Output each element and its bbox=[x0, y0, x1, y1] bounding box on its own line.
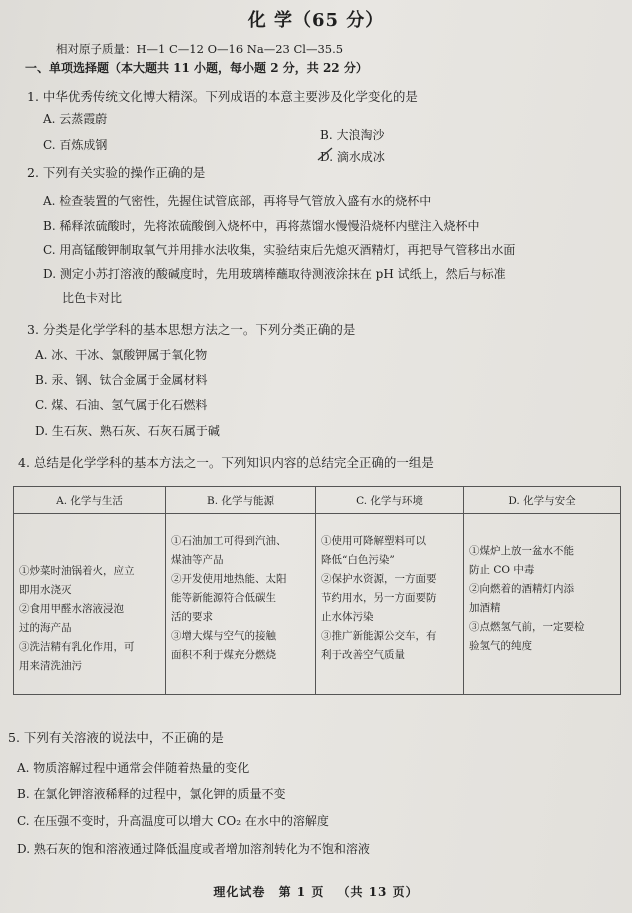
cell-b-line: 煤油等产品 bbox=[171, 554, 224, 566]
cell-a-line: ②食用甲醛水溶液浸泡 bbox=[19, 603, 124, 615]
table-cell-c bbox=[316, 514, 464, 695]
question-3-option-a: A. 冰、干冰、氯酸钾属于氧化物 bbox=[35, 348, 208, 362]
cell-c-line: ③推广新能源公交车，有 bbox=[321, 630, 437, 642]
table-header-a: A. 化学与生活 bbox=[14, 487, 166, 514]
question-1-option-b: B. 大浪淘沙 bbox=[320, 128, 385, 142]
footer-total-pages: （共 13 页） bbox=[337, 885, 419, 899]
table-body-row bbox=[14, 514, 621, 695]
question-3-option-d: D. 生石灰、熟石灰、石灰石属于碱 bbox=[35, 424, 220, 438]
cell-a-line: 用来清洗油污 bbox=[19, 660, 82, 672]
cell-c-line: 止水体污染 bbox=[321, 611, 374, 623]
question-2-option-d: D. 测定小苏打溶液的酸碱度时，先用玻璃棒蘸取待测液涂抹在 pH 试纸上，然后与标准 bbox=[43, 267, 506, 281]
handwritten-strike-mark bbox=[316, 147, 334, 161]
table-header-d: D. 化学与安全 bbox=[464, 487, 621, 514]
question-3-option-b: B. 汞、钢、钛合金属于金属材料 bbox=[35, 373, 208, 387]
table-cell-a bbox=[14, 514, 166, 695]
table-header-b: B. 化学与能源 bbox=[166, 487, 316, 514]
cell-d-line: 防止 CO 中毒 bbox=[469, 564, 535, 576]
cell-b-line: ①石油加工可得到汽油、 bbox=[171, 535, 287, 547]
question-2-option-c: C. 用高锰酸钾制取氧气并用排水法收集，实验结束后先熄灭酒精灯，再把导气管移出水面 bbox=[43, 243, 516, 257]
question-3-option-c: C. 煤、石油、氢气属于化石燃料 bbox=[35, 398, 208, 412]
footer-page-number: 第 1 页 bbox=[278, 885, 325, 899]
cell-a-line: ①炒菜时油锅着火，应立 bbox=[19, 565, 135, 577]
cell-d-line: 加酒精 bbox=[469, 602, 501, 614]
cell-b-line: 能等新能源符合低碳生 bbox=[171, 592, 276, 604]
table-header-c: C. 化学与环境 bbox=[316, 487, 464, 514]
cell-d-line: 验氢气的纯度 bbox=[469, 640, 532, 652]
cell-c-line: ①使用可降解塑料可以 bbox=[321, 535, 426, 547]
question-5-option-a: A. 物质溶解过程中通常会伴随着热量的变化 bbox=[17, 761, 250, 775]
table-cell-b bbox=[166, 514, 316, 695]
cell-a-line: 即用水浇灭 bbox=[19, 584, 72, 596]
cell-d-line: ③点燃氢气前，一定要检 bbox=[469, 621, 585, 633]
page-footer bbox=[0, 883, 632, 900]
question-1-option-d: D. 滴水成冰 bbox=[320, 150, 385, 164]
cell-b-line: 活的要求 bbox=[171, 611, 213, 623]
table-header-row bbox=[14, 487, 621, 514]
question-3-stem: 3. 分类是化学学科的基本思想方法之一。下列分类正确的是 bbox=[27, 322, 356, 337]
question-5-stem: 5. 下列有关溶液的说法中，不正确的是 bbox=[8, 730, 224, 745]
cell-b-line: ②开发使用地热能、太阳 bbox=[171, 573, 287, 585]
cell-d-line: ①煤炉上放一盆水不能 bbox=[469, 545, 574, 557]
question-1-option-a: A. 云蒸霞蔚 bbox=[43, 112, 108, 126]
footer-subject: 理化试卷 bbox=[213, 885, 266, 899]
question-2-option-a: A. 检查装置的气密性，先握住试管底部，再将导气管放入盛有水的烧杯中 bbox=[43, 194, 432, 208]
question-2-option-b: B. 稀释浓硫酸时，先将浓硫酸倒入烧杯中，再将蒸馏水慢慢沿烧杯内壁注入烧杯中 bbox=[43, 219, 480, 233]
cell-b-line: 面积不利于煤充分燃烧 bbox=[171, 649, 276, 661]
section-heading: 一、单项选择题（本大题共 11 小题，每小题 2 分，共 22 分） bbox=[25, 61, 368, 75]
question-2-option-d-continued: 比色卡对比 bbox=[62, 291, 123, 305]
question-1-option-c: C. 百炼成钢 bbox=[43, 138, 108, 152]
question-5-option-c: C. 在压强不变时，升高温度可以增大 CO₂ 在水中的溶解度 bbox=[17, 814, 329, 828]
question-4-stem: 4. 总结是化学学科的基本方法之一。下列知识内容的总结完全正确的一组是 bbox=[18, 455, 434, 470]
question-2-stem: 2. 下列有关实验的操作正确的是 bbox=[27, 165, 206, 180]
table-cell-d bbox=[464, 514, 621, 695]
question-1-stem: 1. 中华优秀传统文化博大精深。下列成语的本意主要涉及化学变化的是 bbox=[27, 89, 418, 104]
cell-c-line: 利于改善空气质量 bbox=[321, 649, 405, 661]
cell-c-line: 降低“白色污染” bbox=[321, 554, 395, 566]
cell-c-line: 节约用水，另一方面要防 bbox=[321, 592, 437, 604]
cell-a-line: 过的海产品 bbox=[19, 622, 72, 634]
question-4-table bbox=[13, 486, 621, 695]
cell-b-line: ③增大煤与空气的接触 bbox=[171, 630, 276, 642]
cell-d-line: ②向燃着的酒精灯内添 bbox=[469, 583, 574, 595]
cell-a-line: ③洗洁精有乳化作用，可 bbox=[19, 641, 135, 653]
question-5-option-b: B. 在氯化钾溶液稀释的过程中，氯化钾的质量不变 bbox=[17, 787, 286, 801]
question-5-option-d: D. 熟石灰的饱和溶液通过降低温度或者增加溶剂转化为不饱和溶液 bbox=[17, 842, 370, 856]
page-title: 化 学（65 分） bbox=[247, 10, 385, 31]
atomic-masses: 相对原子质量：H—1 C—12 O—16 Na—23 Cl—35.5 bbox=[56, 42, 344, 56]
cell-c-line: ②保护水资源，一方面要 bbox=[321, 573, 437, 585]
